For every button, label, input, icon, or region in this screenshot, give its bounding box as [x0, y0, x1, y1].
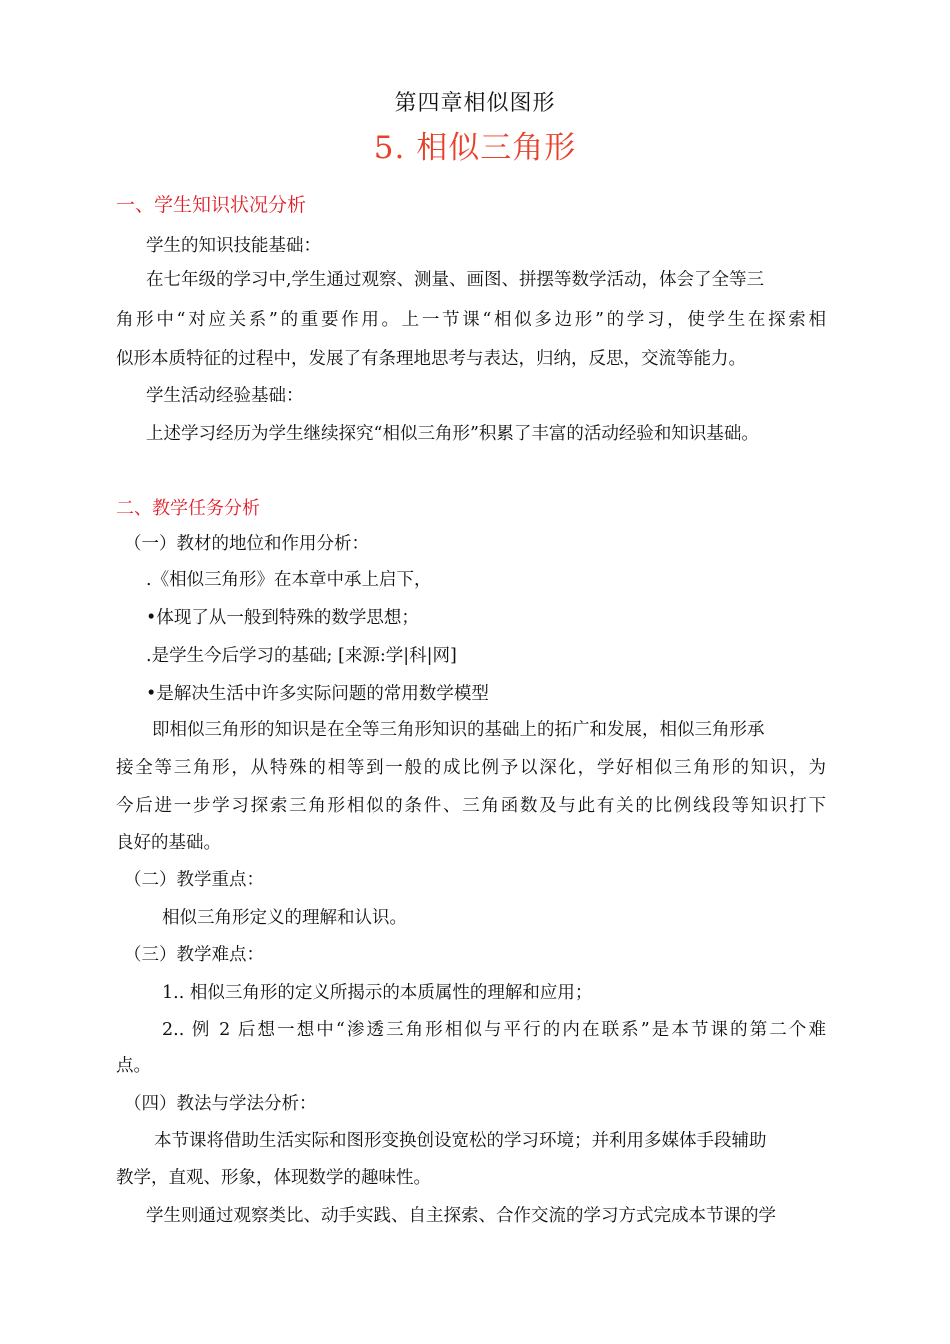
chapter-title: 第四章相似图形: [394, 91, 556, 116]
bullet-line: .《相似三角形》在本章中承上启下，: [146, 570, 432, 590]
bullet-line: •体现了从一般到特殊的数学思想；: [146, 608, 419, 628]
bullet-line: •是解决生活中许多实际问题的常用数学模型: [146, 684, 489, 704]
list-item-continued: 点。: [116, 1056, 151, 1076]
paragraph-line: 良好的基础。: [116, 833, 221, 853]
paragraph-line: 教学，直观、形象，体现数学的趣味性。: [116, 1168, 431, 1188]
paragraph-line: 今后进一步学习探索三角形相似的条件、三角函数及与此有关的比例线段等知识打下: [116, 796, 826, 816]
paragraph-line: 角形中“对应关系”的重要作用。上一节课“相似多边形”的学习，使学生在探索相: [116, 310, 826, 330]
section-heading-1: 一、学生知识状况分析: [116, 194, 307, 216]
subsection-heading: （二）教学重点：: [124, 870, 264, 890]
paragraph-line: 似形本质特征的过程中，发展了有条理地思考与表达，归纳，反思，交流等能力。: [116, 349, 746, 369]
lesson-title: 5. 相似三角形: [373, 130, 577, 166]
paragraph-line: 接全等三角形，从特殊的相等到一般的成比例予以深化，学好相似三角形的知识，为: [116, 758, 826, 778]
paragraph-line: 学生活动经验基础：: [146, 386, 304, 406]
list-item: 1.. 相似三角形的定义所揭示的本质属性的理解和应用；: [162, 983, 593, 1003]
list-item: 2.. 例 2 后想一想中“渗透三角形相似与平行的内在联系”是本节课的第二个难: [162, 1020, 826, 1040]
subsection-heading: （一）教材的地位和作用分析：: [124, 534, 369, 554]
section-heading-2: 二、教学任务分析: [116, 498, 260, 519]
paragraph-line: 上述学习经历为学生继续探究“相似三角形”积累了丰富的活动经验和知识基础。: [146, 424, 759, 444]
subsection-heading: （四）教法与学法分析：: [124, 1094, 317, 1114]
paragraph-line: 学生的知识技能基础：: [146, 236, 321, 256]
subsection-heading: （三）教学难点：: [124, 945, 264, 965]
paragraph-line: 本节课将借助生活实际和图形变换创设宽松的学习环境；并利用多媒体手段辅助: [154, 1131, 767, 1151]
paragraph-line: 在七年级的学习中,学生通过观察、测量、画图、拼摆等数学活动，体会了全等三: [146, 270, 765, 290]
paragraph-line: 即相似三角形的知识是在全等三角形知识的基础上的拓广和发展，相似三角形承: [152, 720, 765, 740]
paragraph-line: 相似三角形定义的理解和认识。: [162, 908, 407, 928]
bullet-line: .是学生今后学习的基础; [来源:学|科|网]: [146, 646, 457, 666]
paragraph-line: 学生则通过观察类比、动手实践、自主探索、合作交流的学习方式完成本节课的学: [146, 1206, 776, 1226]
